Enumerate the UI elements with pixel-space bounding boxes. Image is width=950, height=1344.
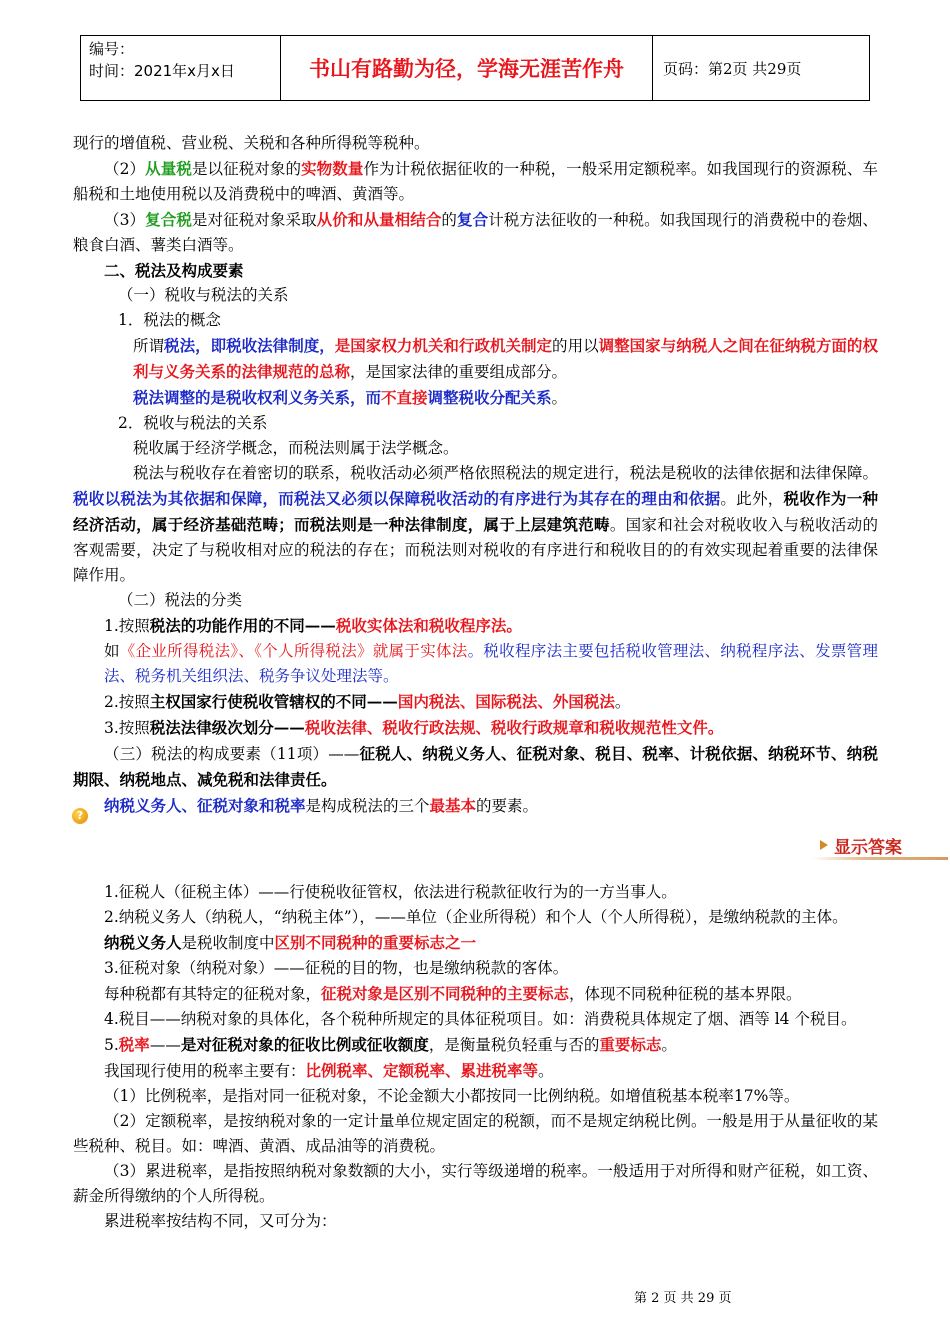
arrow-right-icon bbox=[820, 840, 828, 850]
paragraph bbox=[73, 793, 878, 819]
text: —— bbox=[149, 1036, 181, 1054]
paragraph bbox=[73, 207, 878, 258]
paragraph: 1.征税人（征税主体）——行使税收征管权，依法进行税款征收行为的一方当事人。 bbox=[104, 883, 677, 901]
paragraph: （3）累进税率，是指按照纳税对象数额的大小，实行等级递增的税率。一般适用于对所得和财产征税，如工资、薪金所得缴纳的个人所得税。 bbox=[73, 1162, 878, 1205]
term-highlight: 从价和从量相结合 bbox=[316, 210, 442, 229]
term-highlight: 《企业所得税法》、《个人所得税法》就属于实体法 bbox=[119, 642, 468, 660]
term-highlight: 税收作为一种经济活动，属于经济基础范畴；而税法则是一种法律制度，属于上层建筑范畴 bbox=[73, 489, 878, 534]
term-highlight: 是对征税对象的征收比例或征收额度 bbox=[180, 1035, 429, 1054]
subsection-heading: （一）税收与税法的关系 bbox=[118, 286, 289, 304]
subsection-heading: 2．税收与税法的关系 bbox=[118, 414, 268, 432]
text: 3.按照 bbox=[104, 719, 150, 737]
text: （三）税法的构成要素（11项）—— bbox=[104, 745, 360, 763]
term-highlight: 复合 bbox=[457, 210, 489, 229]
text: 5. bbox=[104, 1036, 119, 1054]
text: 的用以 bbox=[552, 337, 599, 355]
text: 税法与税收存在着密切的联系，税收活动必须严格依照税法的规定进行，税法是税收的法律依据和法律保障。 bbox=[133, 464, 878, 482]
text: 如 bbox=[104, 642, 120, 660]
paragraph: （2）定额税率，是按纳税对象的一定计量单位规定固定的税额，而不是规定纳税比例。一般是用于从量征收的某些税种、税目。如：啤酒、黄酒、成品油等的消费税。 bbox=[73, 1112, 878, 1155]
paragraph bbox=[73, 715, 878, 741]
text: 我国现行使用的税率主要有： bbox=[104, 1062, 306, 1080]
paragraph: 4.税目——纳税对象的具体化，各个税种所规定的具体征税项目。如：消费税具体规定了烟、酒等 l4 个税目。 bbox=[104, 1010, 857, 1028]
term-highlight: 纳税义务人 bbox=[104, 933, 182, 952]
text: 1.按照 bbox=[104, 617, 150, 635]
text: 作为计税依据征收的一种税，一般采用定额税率。如我国现行的资源税、车船税和土地使用税以及消费税中的啤酒、黄酒等。 bbox=[73, 160, 878, 203]
page-footer: 第 2 页 共 29 页 bbox=[634, 1291, 732, 1306]
paragraph bbox=[73, 385, 878, 411]
text: ，体现不同税种征税的基本界限。 bbox=[569, 985, 802, 1003]
term-highlight: 税法法律级次划分—— bbox=[149, 718, 305, 737]
subsection-heading: （二）税法的分类 bbox=[118, 591, 243, 609]
number-label: 编号： bbox=[89, 40, 135, 58]
show-answer-label: 显示答案 bbox=[834, 837, 902, 858]
term-highlight: 调整税收分配关系 bbox=[427, 388, 552, 407]
term-highlight: 纳税义务人、征税对象和税率 bbox=[104, 796, 306, 815]
term-highlight: 区别不同税种的重要标志之一 bbox=[274, 933, 477, 952]
term-highlight: 是国家权力机关和行政机关制定 bbox=[334, 336, 553, 355]
paragraph: 税收属于经济学概念，而税法则属于法学概念。 bbox=[133, 439, 459, 457]
header-page-info: 页码：第2页 共29页 bbox=[663, 59, 802, 78]
header-motto: 书山有路勤为径，学海无涯苦作舟 bbox=[281, 36, 653, 100]
text: 。税收程序法主要包括税收管理法、纳税程序法、发票管理法、税务机关组织法、税务争议处理法等。 bbox=[104, 642, 878, 685]
text: 。 bbox=[551, 389, 568, 407]
paragraph: 2.纳税义务人（纳税人，“纳税主体”），——单位（企业所得税）和个人（个人所得税），是缴纳税款的主体。 bbox=[104, 908, 848, 926]
term-highlight: 不直接 bbox=[381, 388, 428, 407]
document-body bbox=[73, 131, 878, 819]
paragraph bbox=[73, 981, 878, 1007]
term-highlight: 税法的功能作用的不同—— bbox=[149, 616, 336, 635]
paragraph bbox=[73, 613, 878, 639]
paragraph bbox=[73, 639, 878, 689]
text: （3） bbox=[104, 211, 146, 229]
term-highlight: 从量税 bbox=[145, 159, 192, 178]
page-header bbox=[80, 35, 870, 101]
text: 是对征税对象采取 bbox=[191, 211, 317, 229]
paragraph bbox=[73, 930, 878, 956]
term-highlight: 税法，即税收法律制度， bbox=[164, 336, 335, 355]
text: 。国家和社会对税收收入与税收活动的客观需要，决定了与税收相对应的税法的存在；而税法则对税收的有序进行和税收目的的有效实现起着重要的法律保障作用。 bbox=[73, 516, 878, 584]
term-highlight: 主权国家行使税收管辖权的不同—— bbox=[149, 692, 398, 711]
term-highlight: 实物数量 bbox=[301, 159, 364, 178]
paragraph: 累进税率按结构不同，又可分为： bbox=[104, 1212, 337, 1230]
paragraph bbox=[73, 1058, 878, 1084]
paragraph bbox=[73, 461, 878, 588]
term-highlight: 税率 bbox=[118, 1035, 150, 1054]
text: ，是国家法律的重要组成部分。 bbox=[350, 363, 568, 381]
term-highlight: 税收以税法为其依据和保障，而税法又必须以保障税收活动的有序进行为其存在的理由和依据 bbox=[73, 489, 721, 508]
text: 是构成税法的三个 bbox=[305, 797, 430, 815]
term-highlight: 最基本 bbox=[429, 796, 477, 815]
paragraph bbox=[73, 741, 878, 793]
paragraph: 现行的增值税、营业税、关税和各种所得税等税种。 bbox=[73, 134, 430, 152]
text: 2.按照 bbox=[104, 693, 150, 711]
paragraph: 3.征税对象（纳税对象）——征税的目的物，也是缴纳税款的客体。 bbox=[104, 959, 569, 977]
time-label: 时间：2021年x月x日 bbox=[89, 62, 235, 80]
subsection-heading: 1．税法的概念 bbox=[118, 311, 221, 329]
term-highlight: 复合税 bbox=[145, 210, 192, 229]
section-heading: 二、税法及构成要素 bbox=[104, 261, 244, 280]
term-highlight: 征税对象是区别不同税种的主要标志 bbox=[321, 984, 570, 1003]
term-highlight: 国内税法、国际税法、外国税法 bbox=[397, 692, 615, 711]
text: 是税收制度中 bbox=[181, 934, 275, 952]
text: 。 bbox=[661, 1036, 677, 1054]
paragraph bbox=[73, 689, 878, 715]
term-highlight: 税收法律、税收行政法规、税收行政规章和税收规范性文件。 bbox=[304, 718, 724, 737]
text: 是以征税对象的 bbox=[191, 160, 302, 178]
text: ，是衡量税负轻重与否的 bbox=[428, 1036, 600, 1054]
text: （2） bbox=[104, 160, 146, 178]
text: 。 bbox=[614, 693, 631, 711]
term-highlight: 比例税率、定额税率、累进税率等 bbox=[305, 1061, 539, 1080]
text: 计税方法征收的一种税。如我国现行的消费税中的卷烟、粮食白酒、薯类白酒等。 bbox=[73, 211, 878, 254]
paragraph bbox=[73, 333, 878, 385]
show-answer-button[interactable] bbox=[812, 830, 948, 860]
term-highlight: 税收实体法和税收程序法。 bbox=[335, 616, 522, 635]
text: 每种税都有其特定的征税对象， bbox=[104, 985, 322, 1003]
header-meta bbox=[81, 36, 281, 100]
text: 所谓 bbox=[133, 337, 165, 355]
paragraph: （1）比例税率，是指对同一征税对象，不论金额大小都按同一比例纳税。如增值税基本税率17%等。 bbox=[104, 1087, 800, 1105]
text: 的 bbox=[441, 211, 458, 229]
term-highlight: 重要标志 bbox=[599, 1035, 662, 1054]
paragraph bbox=[73, 1032, 878, 1058]
term-highlight: 税法调整的是税收权利义务关系，而 bbox=[133, 388, 382, 407]
text: 的要素。 bbox=[476, 797, 539, 815]
question-icon[interactable]: ? bbox=[72, 808, 88, 824]
paragraph bbox=[73, 156, 878, 207]
term-highlight: 调整国家与纳税人之间在征纳税方面的权利与义务关系的法律规范的总称 bbox=[133, 336, 878, 381]
term-highlight: 征税人、纳税义务人、征税对象、税目、税率、计税依据、纳税环节、纳税期限、纳税地点、减免税和法律责任。 bbox=[73, 744, 878, 789]
divider bbox=[812, 857, 948, 860]
text: 。此外， bbox=[720, 490, 784, 508]
answer-section bbox=[73, 880, 878, 1234]
text: 。 bbox=[538, 1062, 554, 1080]
